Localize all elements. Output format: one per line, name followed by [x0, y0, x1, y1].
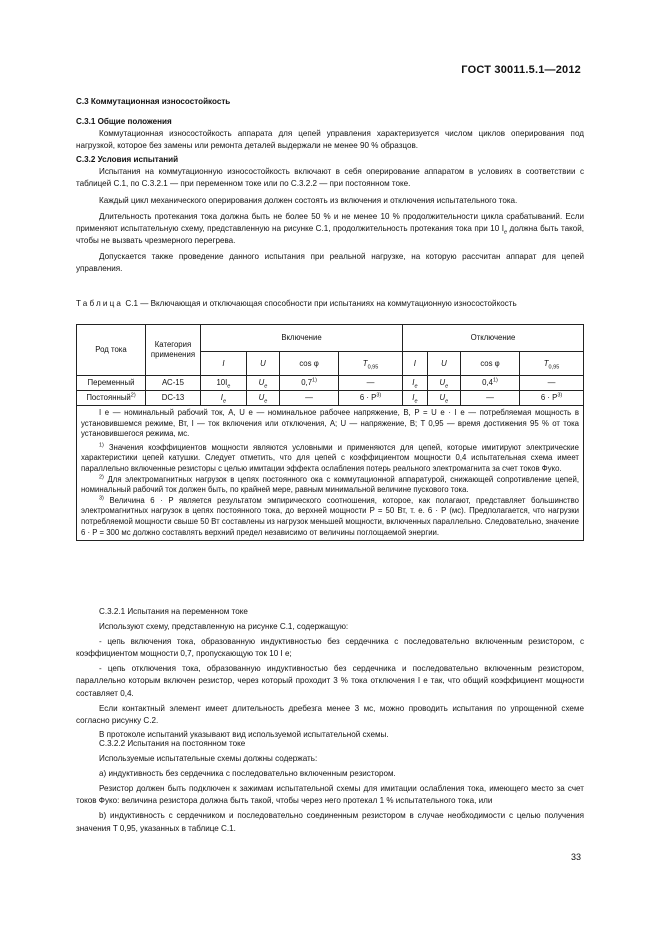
subsection-title: С.3.2.2 Испытания на постоянном токе — [99, 739, 246, 748]
table-note: $^{2)}$ Для электромагнитных нагрузок в цепях постоянного ока с коммутационной аппаратурой, снижающей сопротивление цепей, номинальный рабочий ток должен быть, по крайней мере, равным минимальной величине пускового тока. — [81, 473, 579, 495]
paragraph: Коммутационная износостойкость аппарата для цепей управления характеризуется числом циклов оперирования под нагрузкой, которое без замены или ремонта деталей выдержали не менее 90 % образцов. — [76, 129, 584, 151]
section-c3 — [76, 96, 584, 108]
table-notes — [76, 406, 584, 541]
table-legend: I e — номинальный рабочий ток, А, U e — номинальное рабочее напряжение, В, P = U e · I e — потребляемая мощность в установившемся режиме, Вт, I — ток включения или отключения, А; U — напряжение, В; T 0,95 — время достижения 95 % от тока установившегося режима, мс. — [81, 408, 579, 439]
paragraph: Длительность протекания тока должна быть не более 50 % и не менее 10 % продолжительности цикла срабатываний. Если применяют испытательную схему, представленную на рисунке С.1, продолжительность протекания тока при 10 $I_e$ должна быть такой, чтобы не вызвать чрезмерного перегрева. — [76, 211, 584, 245]
paragraph: Если контактный элемент имеет длительность дребезга менее 3 мс, можно проводить испытания по упрощенной схеме согласно рисунку С.2. — [76, 703, 584, 725]
table-row: Переменный АС-15 $10I_e$ $U_e$ 0,7$^{1)}$ — $I_e$ $U_e$ 0,4$^{1)}$ — — [77, 376, 584, 391]
table-row: Постоянный$^{2)}$ DC-13 $I_e$ $U_e$ — $6 \cdot P^{3)}$ $I_e$ $U_e$ — $6 \cdot P^{3)}$ — [77, 391, 584, 406]
table-note: $^{1)}$ Значения коэффициентов мощности являются условными и применяются для цепей, которые имитируют электрические характеристики цепей катушки. Следует отметить, что для цепей с коэффициентом мощности 0,4 испытательная схема имеет параллельно включенные резисторы с целью имитации эффекта ослабления потерь реального электромагнита за счет токов Фуко. — [81, 442, 579, 473]
table-note: $^{3)}$ Величина 6 · P является результатом эмпирического соотношения, которое, как полагают, представляет большинство электромагнитных нагрузок в цепях постоянного тока, до верхней мощности P = 50 Вт, т. е. 6 · P (мс). Предполагается, что нагрузки потребляемой мощности свыше 50 Вт составлены из нагрузок меньшей мощности, включенных параллельно. Следовательно, значение 6 · P = 300 мс должно составлять верхний предел независимо от величины поглощаемой энергии. — [81, 495, 579, 537]
section-c322 — [76, 738, 584, 835]
section-title: С.3 Коммутационная износостойкость — [76, 97, 231, 106]
paragraph: - цепь отключения тока, образованную индуктивностью без сердечника и последовательно включенным резистором, параллельно которым включен резистор, через который проходит 3 % тока отключения I e так, что общий коэффициент мощности составляет 0,4. — [76, 664, 584, 698]
subsection-title: С.3.2.1 Испытания на переменном токе — [99, 607, 248, 616]
header-kind: Род тока — [77, 325, 146, 376]
document-id: ГОСТ 30011.5.1—2012 — [461, 64, 581, 76]
paragraph: Резистор должен быть подключен к зажимам испытательной схемы для имитации ослабления тока, имеющего место за счет токов Фуко: величина резистора должна быть такой, чтобы через него протекал 1 % испытательного тока, или — [76, 784, 584, 806]
paragraph: Испытания на коммутационную износостойкость включают в себя оперирование аппаратом в условиях в соответствии с таблицей С.1, по С.3.2.1 — при переменном токе или по С.3.2.2 — при постоянном токе. — [76, 167, 584, 189]
header-off: Отключение — [402, 325, 583, 352]
header-t: $T_{0,95}$ — [520, 352, 584, 376]
header-i: I — [402, 352, 427, 376]
paragraph: Каждый цикл механического оперирования должен состоять из включения и отключения испытательного тока. — [99, 195, 518, 205]
paragraph: Используют схему, представленную на рисунке С.1, содержащую: — [99, 622, 349, 632]
paragraph: - цепь включения тока, образованную индуктивностью без сердечника с последовательно включенным резистором, с коэффициентом мощности 0,7, пропускающую ток 10 I e; — [76, 637, 584, 659]
paragraph: В протоколе испытаний указывают вид используемой испытательной схемы. — [99, 729, 389, 739]
subsection-title: С.3.2 Условия испытаний — [76, 155, 179, 165]
header-t: $T_{0,95}$ — [339, 352, 403, 376]
table-caption: Таблица С.1 — Включающая и отключающая способности при испытаниях на коммутационную износостойкость — [76, 299, 517, 308]
header-cos: cos φ — [461, 352, 520, 376]
table-c1 — [76, 324, 584, 406]
paragraph: b) индуктивность с сердечником и последовательно соединенным резистором в случае необходимости с целью получения значения T 0,95, указанных в таблице С.1. — [76, 811, 584, 833]
header-on: Включение — [201, 325, 403, 352]
paragraph: Используемые испытательные схемы должны содержать: — [99, 754, 318, 764]
paragraph: Допускается также проведение данного испытания при реальной нагрузке, на которую рассчитан аппарат для цепей управления. — [76, 251, 584, 274]
page-number: 33 — [570, 852, 581, 862]
header-cos: cos φ — [280, 352, 339, 376]
header-u: U — [246, 352, 279, 376]
subsection-title: С.3.1 Общие положения — [76, 117, 172, 126]
header-i: I — [201, 352, 247, 376]
header-category: Категория применения — [146, 325, 201, 376]
header-u: U — [427, 352, 460, 376]
section-c31 — [76, 116, 584, 275]
paragraph: а) индуктивность без сердечника с последовательно включенным резистором. — [99, 769, 396, 779]
section-c321 — [76, 606, 584, 741]
